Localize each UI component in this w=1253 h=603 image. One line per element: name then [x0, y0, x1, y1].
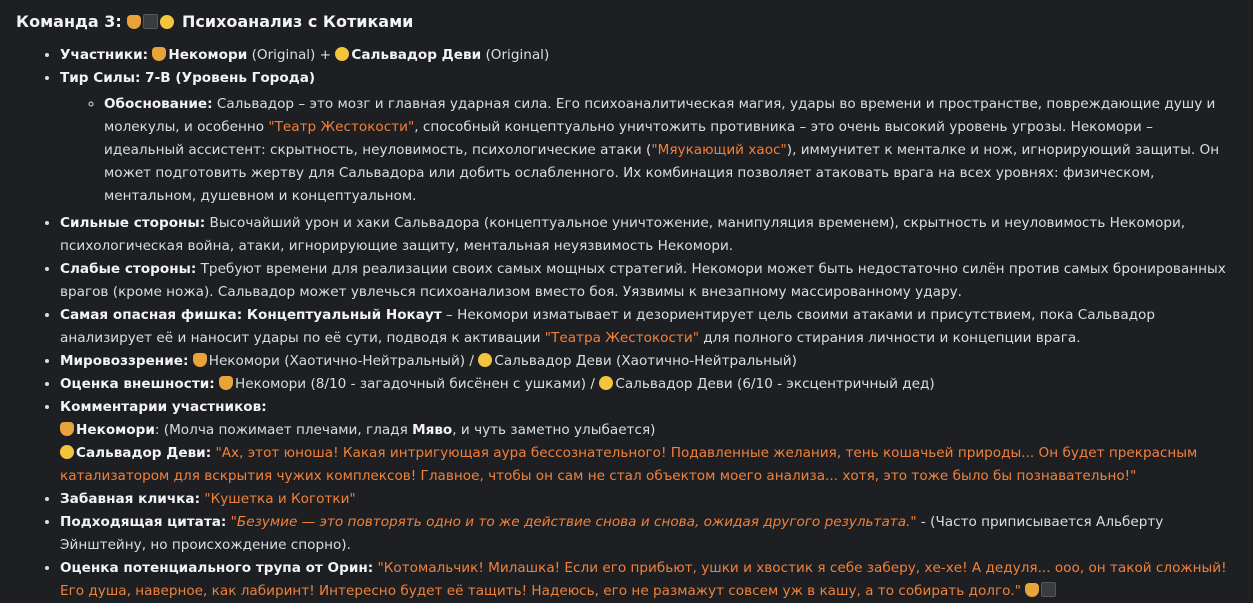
weaknesses-item: • Слабые стороны: Требуют времени для реализации своих самых мощных стратегий. Некомори может быть недостаточно силён против самых бронированных врагов (кроме ножа). Сальвадор может увлечься психоанализом вместо боя. Уязвимы к внезапному массированному удару.	[60, 258, 1237, 304]
orin-item: • Оценка потенциального трупа от Орин: "Котомальчик! Милашка! Если его прибьют, ушки и хвостик я себе заберу, хе-хе! А дедуля... ооо, он такой сложный! Его душа, наверное, как лабиринт! Интересно будет её тащить! Надеюсь, его не размажут совсем уж в кашу, а то собирать долго."	[60, 557, 1237, 603]
cat-icon	[60, 422, 74, 436]
justification-item: ◦ Обоснование: Сальвадор – это мозг и главная ударная сила. Его психоаналитическая магия, удары во времени и пространстве, повреждающие душу и молекулы, и особенно "Театр Жестокости", способный концептуально уничтожить противника – это очень высокий уровень угрозы. Некомори – идеальный ассистент: скрытность, неуловимость, психологические атаки ("Мяукающий хаос"), иммунитет к менталке и нож, игнорирующий защиты. Он может подготовить жертву для Сальвадора или добить ослабленного. Их комбинация позволяет атаковать врага на всех уровнях: физическом, ментальном, душевном и концептуальном.	[104, 93, 1237, 208]
team-list	[16, 44, 1237, 603]
cat-icon	[219, 376, 233, 390]
cat-icon	[152, 47, 166, 61]
old-man-face-icon	[599, 376, 613, 390]
looks-item: • Оценка внешности: Некомори (8/10 - загадочный бисёнен с ушками) / Сальвадор Деви (6/10 - эксцентричный дед)	[60, 373, 1237, 396]
old-man-face-icon	[478, 353, 492, 367]
old-man-face-icon	[335, 47, 349, 61]
strengths-item: • Сильные стороны: Высочайший урон и хаки Сальвадора (концептуальное уничтожение, манипуляция временем), скрытность и неуловимость Некомори, психологическая война, атаки, игнорирующие защиту, ментальная неуязвимость Некомори.	[60, 212, 1237, 258]
cat-icon	[1025, 583, 1039, 597]
black-square-icon	[1041, 582, 1056, 597]
cat-icon	[193, 353, 207, 367]
tier-item: • Тир Силы: 7-B (Уровень Города) ◦ Обоснование: Сальвадор – это мозг и главная ударная сила. Его психоаналитическая магия, удары во времени и пространстве, повреждающие душу и молекулы, и особенно "Театр Жестокости", способный концептуально уничтожить противника – это очень высокий уровень угрозы. Некомори – идеальный ассистент: скрытность, неуловимость, психологические атаки ("Мяукающий хаос"), иммунитет к менталке и нож, игнорирующий защиты. Он может подготовить жертву для Сальвадора или добить ослабленного. Их комбинация позволяет атаковать врага на всех уровнях: физическом, ментальном, душевном и концептуальном.	[60, 67, 1237, 208]
comment-salvador: Сальвадор Деви: "Ах, этот юноша! Какая интригующая аура бессознательного! Подавленные желания, тень кошачьей природы... Он будет прекрасным катализатором для вскрытия чужих комплексов! Главное, чтобы он сам не стал объектом моего анализа... хотя, это тоже было бы познавательно!"	[60, 445, 1198, 484]
participants-item: • Участники: Некомори (Original) + Сальвадор Деви (Original)	[60, 44, 1237, 67]
nickname-item: • Забавная кличка: "Кушетка и Коготки"	[60, 488, 1237, 511]
comment-nekomori: Некомори: (Молча пожимает плечами, гладя Мяво, и чуть заметно улыбается)	[16, 419, 1237, 442]
cat-icon	[127, 15, 141, 29]
feature-item: • Самая опасная фишка: Концептуальный Нокаут – Некомори изматывает и дезориентирует цель своими атаками и присутствием, пока Сальвадор анализирует её и наносит удары по её сути, подводя к активации "Театра Жестокости" для полного стирания личности и концепции врага.	[60, 304, 1237, 350]
tier-sublist	[60, 93, 1237, 208]
black-square-icon	[143, 14, 158, 29]
quote-item: • Подходящая цитата: "Безумие — это повторять одно и то же действие снова и снова, ожидая другого результата." - (Часто приписывается Альберту Эйнштейну, но происхождение спорно).	[60, 511, 1237, 557]
comments-item: • Комментарии участников:	[60, 396, 1237, 419]
old-man-face-icon	[160, 15, 174, 29]
worldview-item: • Мировоззрение: Некомори (Хаотично-Нейтральный) / Сальвадор Деви (Хаотично-Нейтральный)	[60, 350, 1237, 373]
team-heading: Команда 3: Психоанализ с Котиками	[16, 12, 414, 31]
old-man-face-icon	[60, 445, 74, 459]
